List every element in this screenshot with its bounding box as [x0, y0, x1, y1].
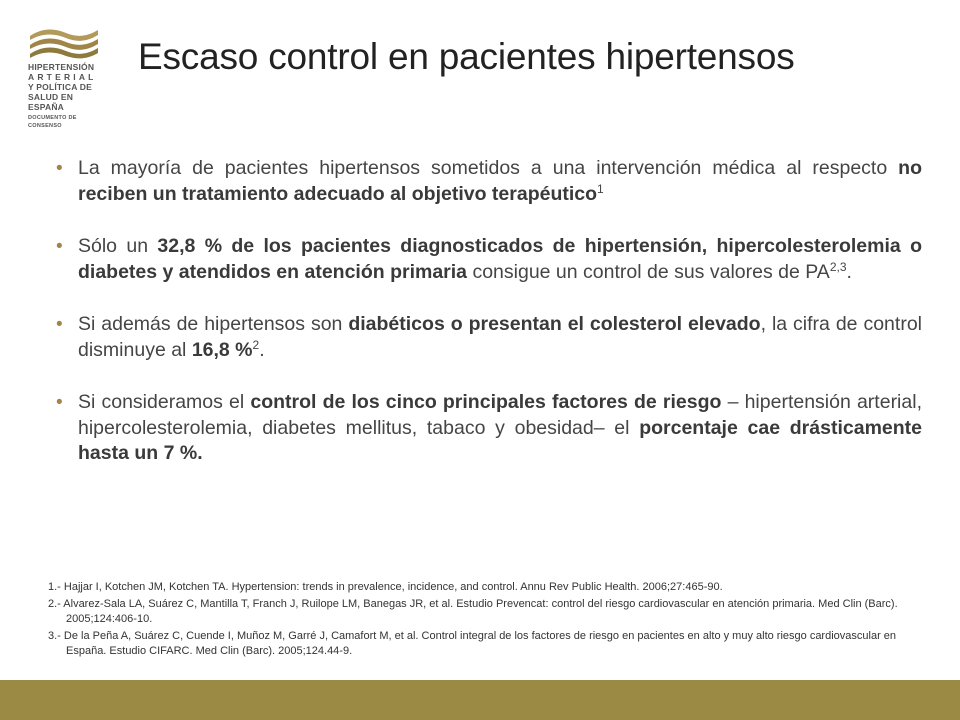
citation-marker: 1	[597, 181, 604, 196]
logo-line-2: ARTERIAL	[28, 72, 97, 82]
bullet-marker: •	[56, 314, 63, 335]
bullet-list	[56, 156, 922, 494]
bullet-text: Si consideramos el	[78, 391, 251, 413]
bullet-text: , la cifra de control disminuye al	[78, 313, 922, 361]
bullet-text: .	[259, 338, 265, 361]
bullet-text: consigue un control de sus valores de PA	[467, 260, 830, 283]
logo-line-1: HIPERTENSIÓN	[28, 62, 95, 72]
bullet-item	[56, 156, 922, 207]
bullet-text: .	[846, 260, 852, 283]
bullet-emphasis: no reciben un tratamiento adecuado al objetivo terapéutico	[78, 157, 922, 205]
bullet-emphasis: 16,8 %	[191, 338, 253, 361]
bullet-marker: •	[56, 392, 63, 413]
bullet-text: – hipertensión arterial, hipercolesterolemia, diabetes mellitus, tabaco y obesidad– el	[78, 391, 922, 439]
bullet-item	[56, 234, 922, 285]
bullet-item	[56, 312, 922, 363]
bullet-item	[56, 390, 922, 467]
bullet-text: Si además de hipertensos son	[78, 313, 349, 335]
bullet-text: Sólo un	[78, 235, 158, 257]
logo-line-3: Y POLÍTICA DE	[28, 82, 92, 92]
logo	[28, 26, 108, 130]
citation-marker: 2,3	[829, 259, 847, 274]
bullet-emphasis: 32,8 % de los pacientes diagnosticados de hipertensión, hipercolesterolemia o diabetes y atendidos en atención primaria	[78, 235, 922, 283]
bullet-emphasis: diabéticos o presentan el colesterol elevado	[348, 313, 761, 335]
bullet-emphasis: porcentaje cae drásticamente hasta un 7 %.	[78, 416, 922, 464]
logo-line-4: SALUD EN ESPAÑA	[28, 92, 74, 112]
logo-waves-icon	[28, 26, 100, 60]
logo-line-5: DOCUMENTO DE CONSENSO	[28, 115, 77, 129]
citation-marker: 2	[252, 337, 260, 352]
reference-item: 2.- Alvarez-Sala LA, Suárez C, Mantilla T, Franch J, Ruilope LM, Banegas JR, et al. Estudio Prevencat: control del riesgo cardiovascular en atención primaria. Med Clin (Barc). 2005;124:406-10.	[48, 598, 898, 625]
bullet-text: La mayoría de pacientes hipertensos sometidos a una intervención médica al respecto	[78, 157, 899, 179]
slide-title: Escaso control en pacientes hipertensos	[138, 36, 795, 77]
bullet-marker: •	[56, 236, 63, 257]
bullet-marker: •	[56, 158, 63, 179]
references	[48, 580, 928, 661]
reference-item: 1.- Hajjar I, Kotchen JM, Kotchen TA. Hypertension: trends in prevalence, incidence, and control. Annu Rev Public Health. 2006;27:465-90.	[48, 581, 723, 593]
bullet-emphasis: control de los cinco principales factores de riesgo	[250, 391, 722, 413]
reference-item: 3.- De la Peña A, Suárez C, Cuende I, Muñoz M, Garré J, Camafort M, et al. Control integral de los factores de riesgo en pacientes en alto y muy alto riesgo cardiovascular en España. Estudio CIFARC. Med Clin (Barc). 2005;124.44-9.	[48, 630, 897, 657]
footer-bar	[0, 680, 960, 720]
